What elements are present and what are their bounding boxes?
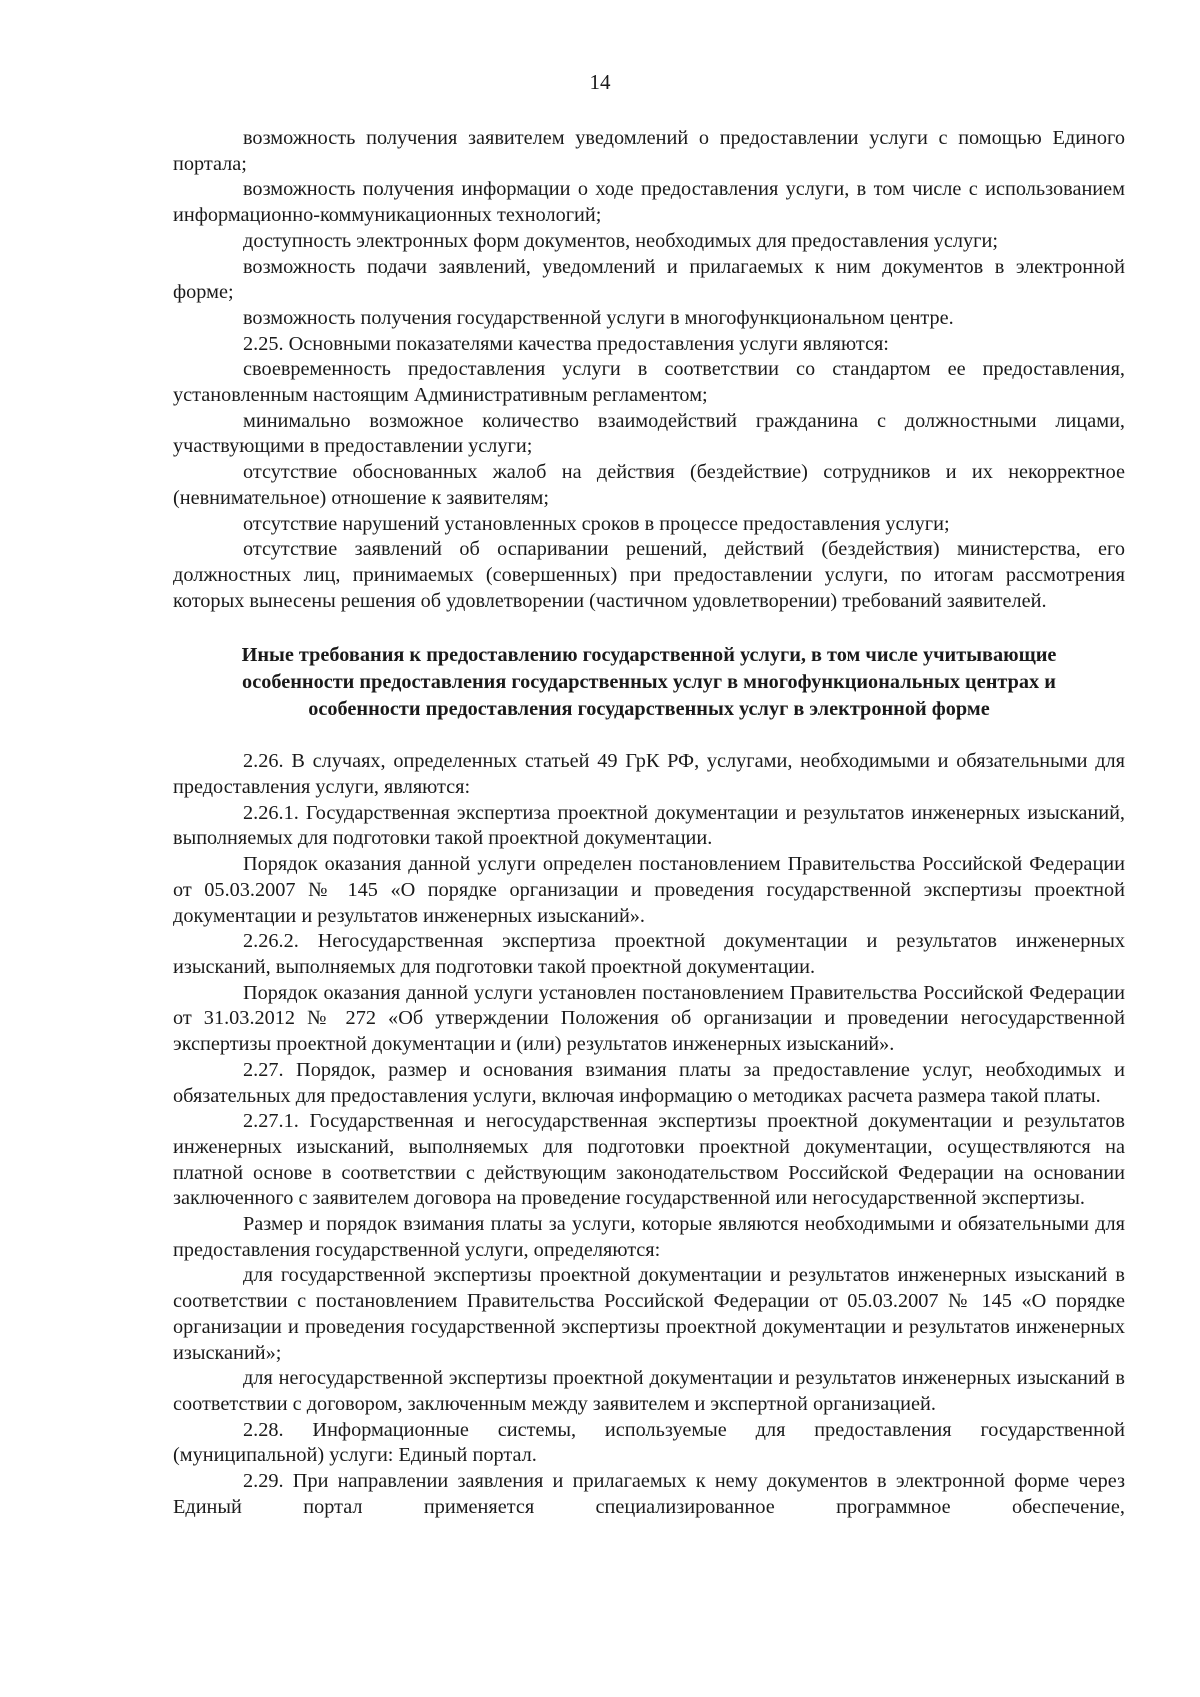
paragraph: отсутствие заявлений об оспаривании решений, действий (бездействия) министерства, его должностных лиц, принимаемых (совершенных) при предоставлении услуги, по итогам рассмотрения которых вынесены решения об удовлетворении (частичном удовлетворении) требований заявителей. xyxy=(173,538,1125,612)
paragraph: Порядок оказания данной услуги установлен постановлением Правительства Российской Федерации от 31.03.2012 № 272 «Об утверждении Положения об организации и проведении негосударственной экспертизы проектной документации и (или) результатов инженерных изысканий». xyxy=(173,981,1125,1056)
paragraph: Порядок оказания данной услуги определен постановлением Правительства Российской Федерации от 05.03.2007 № 145 «О порядке организации и проведения государственной экспертизы проектной документации и результатов инженерных изысканий». xyxy=(173,853,1125,927)
paragraph: доступность электронных форм документов, необходимых для предоставления услуги; xyxy=(243,229,998,252)
paragraph: минимально возможное количество взаимодействий гражданина с должностными лицами, участвующими в предоставлении услуги; xyxy=(173,409,1125,458)
paragraph: для негосударственной экспертизы проектной документации и результатов инженерных изысканий в соответствии с договором, заключенным между заявителем и экспертной организацией. xyxy=(173,1367,1125,1415)
section-heading-line: Иные требования к предоставлению государственной услуги, в том числе учитывающие xyxy=(241,644,1057,667)
section-heading-line: особенности предоставления государственных услуг в электронной форме xyxy=(308,698,990,721)
paragraph: 2.26.1. Государственная экспертиза проектной документации и результатов инженерных изысканий, выполняемых для подготовки такой проектной документации. xyxy=(173,801,1125,850)
paragraph: возможность получения заявителем уведомлений о предоставлении услуги с помощью Единого портала; xyxy=(173,127,1125,175)
paragraph: 2.26.2. Негосударственная экспертиза проектной документации и результатов инженерных изысканий, выполняемых для подготовки такой проектной документации. xyxy=(173,930,1125,978)
paragraph: своевременность предоставления услуги в соответствии со стандартом ее предоставления, установленным настоящим Административным регламентом; xyxy=(173,358,1125,407)
paragraph: возможность подачи заявлений, уведомлений и прилагаемых к ним документов в электронной форме; xyxy=(173,255,1125,304)
paragraph: 2.27.1. Государственная и негосударственная экспертизы проектной документации и результатов инженерных изысканий, выполняемых для подготовки проектной документации, осуществляются на платной основе в соответствии с действующим законодательством Российской Федерации на основании заключенного с заявителем договора на проведение государственной или негосударственной экспертизы. xyxy=(173,1110,1125,1210)
paragraph: 2.25. Основными показателями качества предоставления услуги являются: xyxy=(243,332,889,355)
paragraph: 2.28. Информационные системы, используемые для предоставления государственной (муниципальной) услуги: Единый портал. xyxy=(173,1418,1125,1467)
section-heading xyxy=(173,642,1125,723)
paragraph: 2.29. При направлении заявления и прилагаемых к нему документов в электронной форме через Единый портал применяется специализированное программное обеспечение, xyxy=(173,1470,1125,1518)
paragraph: возможность получения информации о ходе предоставления услуги, в том числе с использованием информационно-коммуникационных технологий; xyxy=(173,178,1125,227)
paragraph: 2.27. Порядок, размер и основания взимания платы за предоставление услуг, необходимых и обязательных для предоставления услуги, включая информацию о методиках расчета размера такой платы. xyxy=(173,1058,1125,1107)
document-body xyxy=(173,126,1125,1520)
page-number: 14 xyxy=(589,70,611,94)
paragraph: отсутствие нарушений установленных сроков в процессе предоставления услуги; xyxy=(243,512,950,535)
paragraph: Размер и порядок взимания платы за услуги, которые являются необходимыми и обязательными для предоставления государственной услуги, определяются: xyxy=(173,1213,1125,1261)
paragraph: отсутствие обоснованных жалоб на действия (бездействие) сотрудников и их некорректное (невнимательное) отношение к заявителям; xyxy=(173,461,1125,509)
paragraph: 2.26. В случаях, определенных статьей 49 ГрК РФ, услугами, необходимыми и обязательными для предоставления услуги, являются: xyxy=(173,750,1125,799)
paragraph: возможность получения государственной услуги в многофункциональном центре. xyxy=(243,306,954,329)
section-heading-line: особенности предоставления государственных услуг в многофункциональных центрах и xyxy=(242,671,1056,694)
paragraph: для государственной экспертизы проектной документации и результатов инженерных изысканий в соответствии с постановлением Правительства Российской Федерации от 05.03.2007 № 145 «О порядке организации и проведения государственной экспертизы проектной документации и результатов инженерных изысканий»; xyxy=(173,1264,1125,1364)
